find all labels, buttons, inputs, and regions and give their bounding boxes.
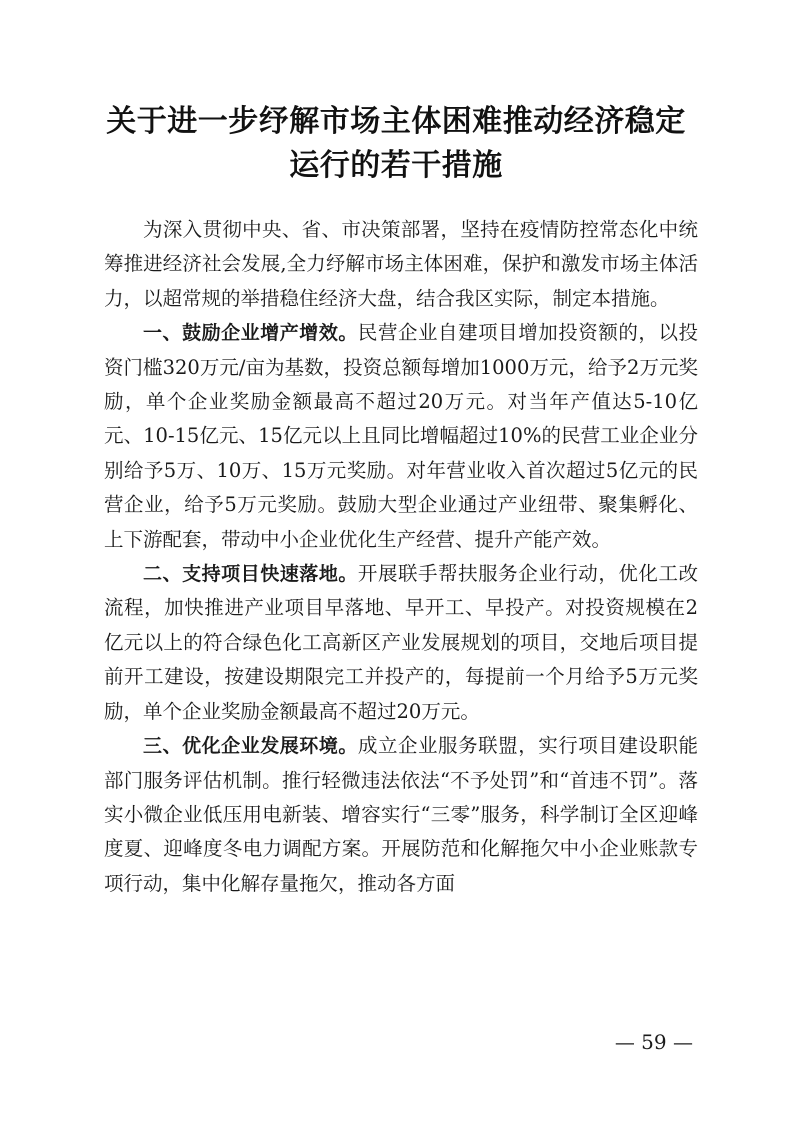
section-1-paragraph: [104, 316, 698, 557]
section-2-paragraph: [104, 557, 698, 729]
section-3-heading: 三、优化企业发展环境。: [143, 735, 358, 758]
section-3-paragraph: [104, 729, 698, 901]
section-3-text: 成立企业服务联盟，实行项目建设职能部门服务评估机制。推行轻微违法依法“不予处罚”和“首违不罚”。落实小微企业低压用电新装、增容实行“三零”服务，科学制订全区迎峰度夏、迎峰度冬电力调配方案。开展防范和化解拖欠中小企业账款专项行动，集中化解存量拖欠，推动各方面: [104, 734, 698, 895]
document-body: [104, 213, 698, 901]
section-1-heading: 一、鼓励企业增产增效。: [143, 322, 358, 345]
document-title: 关于进一步纾解市场主体困难推动经济稳定运行的若干措施: [106, 104, 686, 183]
intro-paragraph: 为深入贯彻中央、省、市决策部署，坚持在疫情防控常态化中统筹推进经济社会发展,全力纾解市场主体困难，保护和激发市场主体活力，以超常规的举措稳住经济大盘，结合我区实际，制定本措施。: [104, 218, 698, 310]
page-number: — 59 —: [614, 1030, 693, 1054]
section-2-text: 开展联手帮扶服务企业行动，优化工改流程，加快推进产业项目早落地、早开工、早投产。对投资规模在2亿元以上的符合绿色化工高新区产业发展规划的项目，交地后项目提前开工建设，按建设期限完工并投产的，每提前一个月给予5万元奖励，单个企业奖励金额最高不超过20万元。: [104, 562, 698, 723]
section-2-heading: 二、支持项目快速落地。: [143, 563, 358, 586]
section-1-text: 民营企业自建项目增加投资额的，以投资门槛320万元/亩为基数，投资总额每增加1000万元，给予2万元奖励，单个企业奖励金额最高不超过20万元。对当年产值达5-10亿元、10-15亿元、15亿元以上且同比增幅超过10%的民营工业企业分别给予5万、10万、15万元奖励。对年营业收入首次超过5亿元的民营企业，给予5万元奖励。鼓励大型企业通过产业纽带、聚集孵化、上下游配套，带动中小企业优化生产经营、提升产能产效。: [104, 321, 698, 551]
